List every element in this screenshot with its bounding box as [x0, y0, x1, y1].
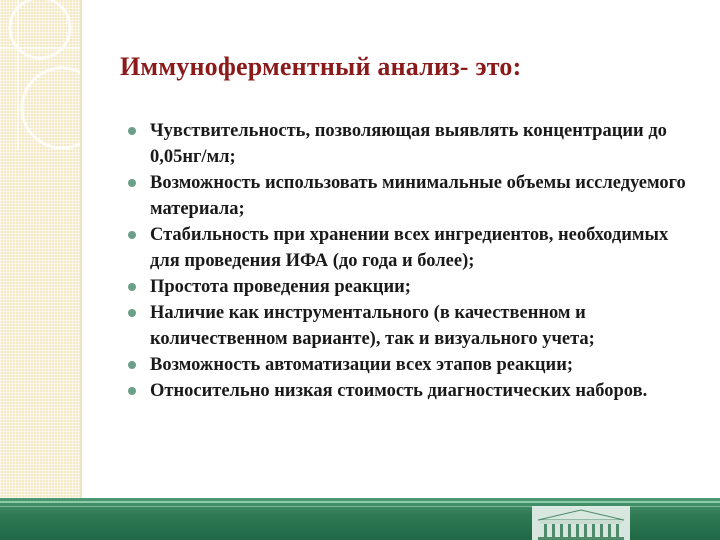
- list-item-text: Чувствительность, позволяющая выявлять концентрации до 0,05нг/мл;: [150, 121, 667, 167]
- decorative-side-strip: [0, 0, 80, 498]
- list-item: [128, 118, 698, 170]
- building-logo-icon: [532, 506, 630, 540]
- list-item: [128, 300, 698, 352]
- list-item-text: Возможность использовать минимальные объемы исследуемого материала;: [150, 173, 686, 219]
- bullet-icon: [128, 361, 136, 369]
- strip-divider: [80, 0, 82, 498]
- list-item-text: Относительно низкая стоимость диагностических наборов.: [150, 381, 648, 401]
- bullet-icon: [128, 309, 136, 317]
- list-item-text: Стабильность при хранении всех ингредиентов, необходимых для проведения ИФА (до года и более);: [150, 225, 669, 271]
- bullet-list: [128, 118, 698, 404]
- list-item: [128, 352, 698, 378]
- bullet-icon: [128, 283, 136, 291]
- bullet-icon: [128, 179, 136, 187]
- list-item-text: Наличие как инструментального (в качественном и количественном варианте), так и визуального учета;: [150, 303, 595, 349]
- bullet-icon: [128, 387, 136, 395]
- list-item: [128, 378, 698, 404]
- list-item: [128, 274, 698, 300]
- list-item-text: Простота проведения реакции;: [150, 277, 411, 297]
- bullet-icon: [128, 127, 136, 135]
- list-item: [128, 170, 698, 222]
- slide-title: Иммуноферментный анализ- это:: [120, 52, 522, 81]
- bullet-icon: [128, 231, 136, 239]
- list-item-text: Возможность автоматизации всех этапов реакции;: [150, 355, 574, 375]
- ornament-circles-icon: [0, 0, 80, 498]
- list-item: [128, 222, 698, 274]
- footer-stripe: [0, 501, 720, 503]
